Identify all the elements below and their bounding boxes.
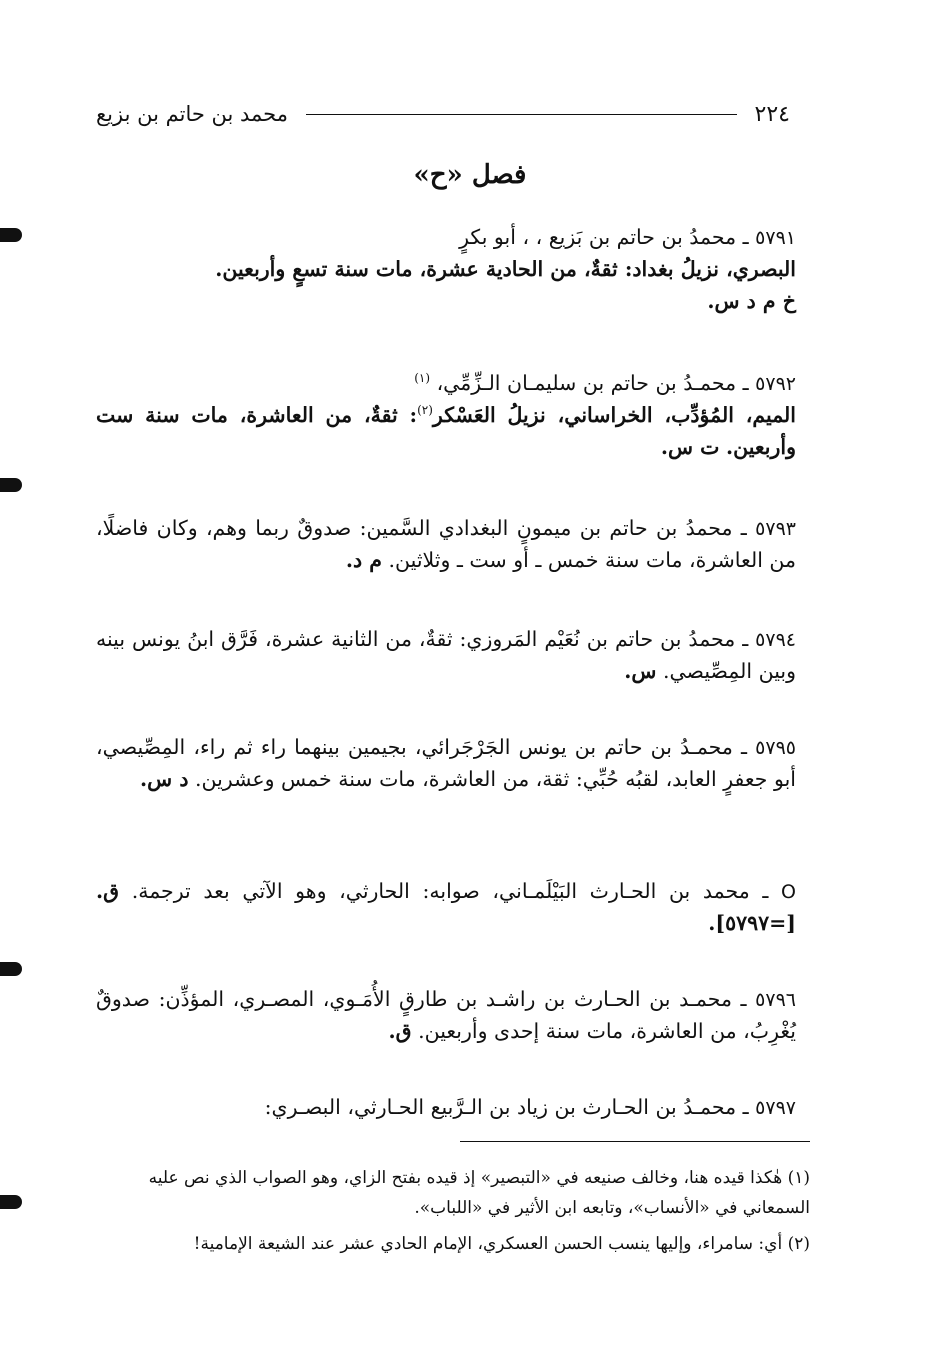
entry-sigla: س. [624, 658, 657, 683]
entry-text: الميم، المُؤدِّب، الخراساني، نزيلُ العَسْكر [432, 402, 797, 427]
entry-5795 [96, 732, 796, 796]
entry-5792 [96, 368, 796, 463]
entry-text: ـ محمـدُ بن الحـارث بن زياد بن الـرَّبيع الحـارثي، البصـري: [264, 1095, 749, 1119]
footnote-marker: (١) [414, 371, 431, 386]
scan-edge-mark [0, 478, 22, 492]
entry-number: ٥٧٩٣ [755, 518, 796, 540]
entry-number: ٥٧٩١ [755, 227, 796, 249]
page-number: ٢٢٤ [754, 101, 790, 127]
page-header [96, 94, 790, 134]
entry-text: ـ محمـد بن الحـارث بن راشـد بن طارقٍ الأُمَـوي، المصـري، المؤذِّن: صدوقٌ يُغْرِبُ، من العاشرة، مات سنة إحدى وأربعين. [96, 987, 796, 1043]
entry-text: ـ محمدُ بن حاتم بن ميمونٍ البغدادي السَّمين: صدوقٌ ربما وهم، وكان فاضلًا، من العاشرة، مات سنة خمس ـ أو ست ـ وثلاثين. [96, 516, 796, 572]
scan-edge-mark [0, 228, 22, 242]
entry-number: ٥٧٩٥ [755, 737, 796, 759]
scan-edge-mark [0, 1195, 22, 1209]
entry-text: ـ محمدُ بن حاتم بن بَزيع ، ، أبو بكرٍ [459, 225, 749, 249]
entry-text: ـ محمـدُ بن حاتم بن يونس الجَرْجَرائي، بجيمين بينهما راء ثم راء، المِصِّيصي، أبو جعفرٍ العابد، لقبُه حُبِّي: ثقة، من العاشرة، مات سنة خمس وعشرين. [96, 735, 796, 791]
running-title: محمد بن حاتم بن بزيع [96, 102, 288, 126]
entry-5793 [96, 513, 796, 577]
entry-sigla: م د. [345, 547, 382, 572]
footnote-rule [460, 1141, 810, 1142]
entry-text: ـ محمـدُ بن حاتم بن سليمـان الـزِّمِّي، [430, 371, 749, 395]
entry-sigla: ق. [=٥٧٩٧]. [96, 879, 796, 935]
entry-marker: O [781, 881, 796, 903]
footnote-2: (٢) أي: سامراء، وإليها ينسب الحسن العسكري، الإمام الحادي عشر عند الشيعة الإمامية! [193, 1233, 810, 1254]
entry-text: ـ محمدُ بن حاتم بن نُعَيْم المَروزي: ثقةٌ، من الثانية عشرة، فَرَّق ابنُ يونس بينه وبين المِصِّيصي. [96, 627, 796, 683]
entry-unnumbered [96, 876, 796, 940]
entry-5796 [96, 984, 796, 1048]
entry-sigla: خ م د س. [707, 288, 796, 313]
footnote-1: (١) هٰكذا قيده هنا، وخالف صنيعه في «التبصير» إذ قيده بفتح الزاي، وهو الصواب الذي نص عليه السمعاني في «الأنساب»، وتابعه ابن الأثير في «اللباب». [148, 1168, 810, 1218]
entry-number: ٥٧٩٦ [755, 989, 796, 1011]
entry-sigla: د س. [140, 766, 189, 791]
section-title: فصل «ح» [413, 160, 527, 190]
footnote-marker: (٢) [417, 402, 433, 417]
entry-sigla: ت س. [660, 434, 720, 459]
entry-text: ـ محمد بن الحـارث البَيْلَمـاني، صوابه: الحارثي، وهو الآتي بعد ترجمة. [131, 879, 769, 903]
entry-5794 [96, 624, 796, 688]
entry-5791 [96, 222, 796, 317]
footnotes [96, 1164, 810, 1265]
entry-5797 [96, 1092, 796, 1124]
entry-number: ٥٧٩٧ [755, 1097, 796, 1119]
scan-edge-mark [0, 962, 22, 976]
entry-number: ٥٧٩٤ [755, 629, 796, 651]
header-rule [306, 114, 737, 115]
entry-number: ٥٧٩٢ [755, 373, 796, 395]
entry-text: : ثقةٌ، من العاشرة، مات سنة ست وأربعين. [96, 402, 796, 459]
entry-text: البصري، نزيلُ بغداد: ثقةٌ، من الحادية عشرة، مات سنة تسعٍ وأربعين. [215, 256, 796, 281]
entry-sigla: ق. [388, 1018, 412, 1043]
